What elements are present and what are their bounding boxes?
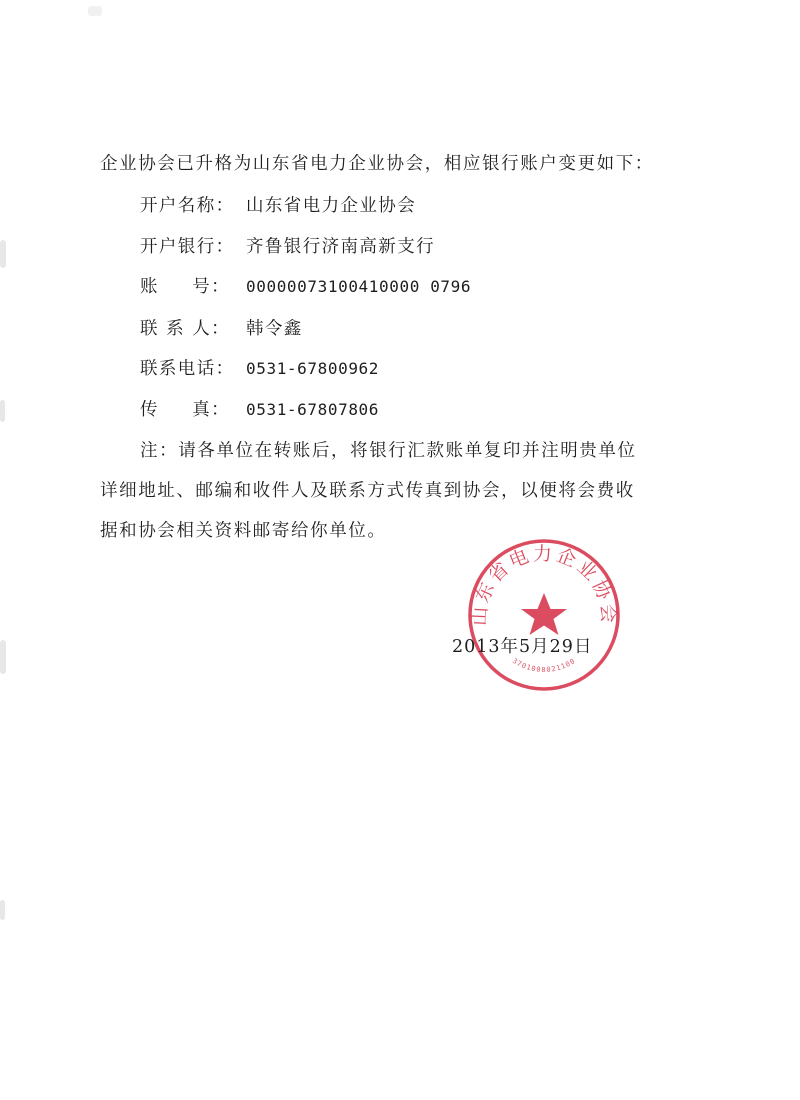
document-date: 2013年5月29日: [452, 637, 593, 657]
contact-value: 韩令鑫: [246, 319, 303, 339]
scan-mark: [0, 400, 5, 422]
note-line-2: 详细地址、邮编和收件人及联系方式传真到协会，以便将会费收: [100, 481, 635, 501]
bank-label: 开户银行：: [140, 237, 235, 257]
contact-label: [140, 315, 230, 340]
contact-row: [140, 315, 303, 340]
svg-text:3701008021100: [511, 657, 577, 674]
phone-value: 0531-67800962: [246, 359, 380, 378]
account-name-label: 开户名称：: [140, 196, 235, 216]
scan-mark: [0, 240, 6, 268]
label-part: 传: [140, 400, 159, 420]
label-part: 账: [140, 277, 159, 297]
scan-mark: [88, 6, 102, 16]
intro-paragraph: 企业协会已升格为山东省电力企业协会，相应银行账户变更如下：: [100, 154, 654, 174]
scan-mark: [0, 900, 5, 920]
scan-mark: [0, 640, 6, 674]
label-part: 系: [166, 319, 185, 339]
note-line-1: 注：请各单位在转账后，将银行汇款账单复印并注明贵单位: [140, 441, 637, 461]
seal-text: 山东省电力企业协会: [468, 542, 620, 627]
account-number-label: [140, 273, 230, 298]
fax-value: 0531-67807806: [246, 400, 380, 419]
account-name-row: [140, 192, 416, 217]
label-part: 联: [140, 319, 159, 339]
note-line-3: 据和协会相关资料邮寄给你单位。: [100, 521, 387, 541]
phone-row: [140, 355, 379, 380]
bank-value: 齐鲁银行济南高新支行: [246, 237, 435, 257]
seal-code: 3701008021100: [510, 656, 578, 674]
account-number-row: [140, 273, 471, 298]
label-part: 真：: [192, 400, 230, 420]
account-name-value: 山东省电力企业协会: [246, 196, 417, 216]
fax-row: [140, 396, 379, 421]
phone-label: 联系电话：: [140, 359, 235, 379]
account-number-value: 00000073100410000 0796: [246, 277, 472, 296]
star-icon: [521, 593, 567, 635]
label-part: 人：: [192, 319, 230, 339]
bank-row: [140, 233, 435, 258]
fax-label: [140, 396, 230, 421]
official-seal: [464, 535, 624, 695]
label-part: 号：: [192, 277, 230, 297]
